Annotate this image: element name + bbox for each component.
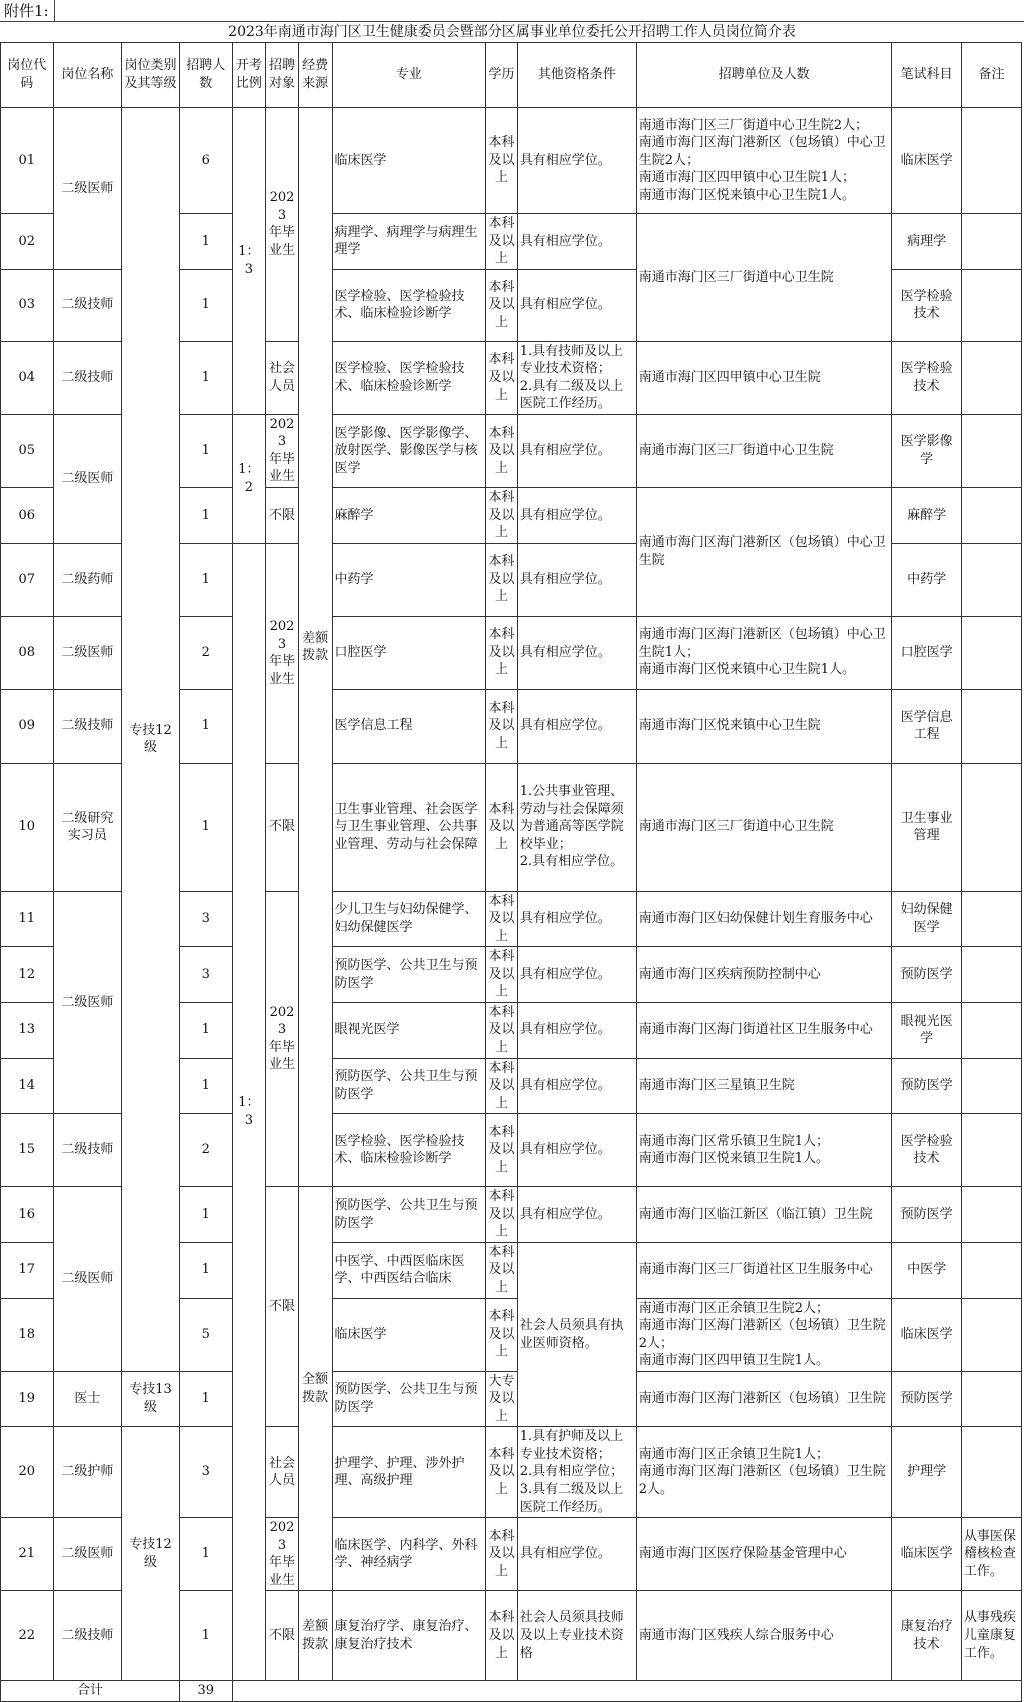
- table-row: [1, 1371, 1022, 1427]
- cell-name: 二级医师: [53, 414, 121, 543]
- cell-education: 本科 及以 上: [486, 1002, 518, 1058]
- cell-target: 不限: [266, 1591, 299, 1681]
- cell-exam: 中医学: [892, 1242, 961, 1298]
- header-count: 招聘人数: [179, 43, 232, 108]
- header-code: 岗位代码: [1, 43, 54, 108]
- cell-unit: 南通市海门区海门港新区（包场镇）中心卫生院: [636, 488, 892, 617]
- cell-count: 1: [179, 689, 232, 763]
- cell-code: 03: [1, 269, 54, 341]
- cell-unit: 南通市海门区三厂街道中心卫生院: [636, 414, 892, 487]
- cell-exam: 医学检验 技术: [892, 341, 961, 414]
- cell-code: 02: [1, 214, 54, 270]
- cell-code: 08: [1, 616, 54, 689]
- cell-exam: 口腔医学: [892, 616, 961, 689]
- cell-ratio: 1：3: [232, 543, 266, 1681]
- cell-unit: 南通市海门区三厂街道中心卫生院: [636, 763, 892, 891]
- cell-note: [961, 1298, 1021, 1371]
- cell-education: 本科 及以 上: [486, 689, 518, 763]
- cell-exam: 临床医学: [892, 1298, 961, 1371]
- cell-major: 医学检验、医学检验技术、临床检验诊断学: [332, 1114, 486, 1187]
- cell-exam: 预防医学: [892, 947, 961, 1003]
- cell-count: 1: [179, 543, 232, 616]
- cell-education: 本科 及以 上: [486, 763, 518, 891]
- header-funding: 经费来源: [298, 43, 332, 108]
- position-table: [0, 42, 1022, 1702]
- cell-note: [961, 341, 1021, 414]
- cell-education: 本科 及以 上: [486, 214, 518, 270]
- cell-other: 具有相应学位。: [517, 414, 636, 487]
- cell-count: 5: [179, 1298, 232, 1371]
- cell-code: 07: [1, 543, 54, 616]
- cell-unit: 南通市海门区海门港新区（包场镇）卫生院: [636, 1371, 892, 1427]
- cell-exam: 卫生事业 管理: [892, 763, 961, 891]
- cell-major: 卫生事业管理、社会医学与卫生事业管理、公共事业管理、劳动与社会保障: [332, 763, 486, 891]
- cell-education: 本科 及以 上: [486, 269, 518, 341]
- cell-note: [961, 269, 1021, 341]
- cell-education: 本科 及以 上: [486, 1591, 518, 1681]
- cell-other: 1.公共事业管理、劳动与社会保障须为普通高等医学院校毕业； 2.具有相应学位。: [517, 763, 636, 891]
- cell-name: 二级医师: [53, 1518, 121, 1591]
- cell-code: 12: [1, 947, 54, 1003]
- total-label: 合计: [1, 1681, 180, 1702]
- cell-note: [961, 214, 1021, 270]
- cell-other: 1.具有护师及以上专业技术资格； 2.具有相应学位； 3.具有二级及以上医院工作经历。: [517, 1427, 636, 1518]
- cell-count: 1: [179, 1187, 232, 1243]
- cell-code: 15: [1, 1114, 54, 1187]
- cell-target: 2023 年毕 业生: [266, 414, 299, 487]
- cell-count: 1: [179, 341, 232, 414]
- cell-count: 1: [179, 269, 232, 341]
- cell-major: 临床医学、内科学、外科学、神经病学: [332, 1518, 486, 1591]
- cell-unit: 南通市海门区正余镇卫生院1人； 南通市海门区海门港新区（包场镇）卫生院2人。: [636, 1427, 892, 1518]
- cell-note: [961, 1187, 1021, 1243]
- cell-count: 3: [179, 947, 232, 1003]
- cell-unit: 南通市海门区海门港新区（包场镇）中心卫生院1人； 南通市海门区悦来镇中心卫生院1人。: [636, 616, 892, 689]
- cell-exam: 预防医学: [892, 1187, 961, 1243]
- cell-education: 本科 及以 上: [486, 341, 518, 414]
- header-exam: 笔试科目: [892, 43, 961, 108]
- cell-code: 13: [1, 1002, 54, 1058]
- cell-exam: 医学影像 学: [892, 414, 961, 487]
- cell-name: 二级护师: [53, 1427, 121, 1518]
- cell-unit: 南通市海门区临江新区（临江镇）卫生院: [636, 1187, 892, 1243]
- cell-major: 预防医学、公共卫生与预防医学: [332, 1371, 486, 1427]
- cell-note: [961, 947, 1021, 1003]
- cell-major: 中药学: [332, 543, 486, 616]
- cell-target: 社会 人员: [266, 1427, 299, 1518]
- cell-name: 二级医师: [53, 108, 121, 270]
- cell-major: 预防医学、公共卫生与预防医学: [332, 1187, 486, 1243]
- cell-education: 本科 及以 上: [486, 947, 518, 1003]
- cell-note: [961, 616, 1021, 689]
- cell-grade: 专技12 级: [122, 108, 180, 1372]
- cell-other: 社会人员须具技师及以上专业技术资格: [517, 1591, 636, 1681]
- cell-count: 1: [179, 1591, 232, 1681]
- cell-unit: 南通市海门区妇幼保健计划生育服务中心: [636, 891, 892, 947]
- cell-education: 本科 及以 上: [486, 1518, 518, 1591]
- cell-other: 具有相应学位。: [517, 891, 636, 947]
- cell-note: 从事残疾儿童康复工作。: [961, 1591, 1021, 1681]
- cell-unit: 南通市海门区常乐镇卫生院1人； 南通市海门区悦来镇卫生院1人。: [636, 1114, 892, 1187]
- cell-code: 16: [1, 1187, 54, 1243]
- header-unit: 招聘单位及人数: [636, 43, 892, 108]
- cell-exam: 护理学: [892, 1427, 961, 1518]
- cell-exam: 病理学: [892, 214, 961, 270]
- cell-exam: 临床医学: [892, 108, 961, 214]
- cell-education: 大专 及以 上: [486, 1371, 518, 1427]
- cell-education: 本科 及以 上: [486, 1187, 518, 1243]
- cell-unit: 南通市海门区三厂街道中心卫生院: [636, 214, 892, 342]
- cell-target: 2023 年毕 业生: [266, 108, 299, 342]
- cell-code: 20: [1, 1427, 54, 1518]
- cell-education: 本科 及以 上: [486, 1114, 518, 1187]
- cell-other: 具有相应学位。: [517, 1114, 636, 1187]
- cell-code: 19: [1, 1371, 54, 1427]
- cell-count: 6: [179, 108, 232, 214]
- cell-code: 04: [1, 341, 54, 414]
- cell-exam: 眼视光医 学: [892, 1002, 961, 1058]
- total-blank: [232, 1681, 1021, 1702]
- cell-funding: 全额 拨款: [298, 1187, 332, 1591]
- cell-count: 1: [179, 1058, 232, 1114]
- cell-exam: 中药学: [892, 543, 961, 616]
- cell-major: 医学信息工程: [332, 689, 486, 763]
- cell-name: 二级医师: [53, 1187, 121, 1371]
- cell-other: 1.具有技师及以上专业技术资格； 2.具有二级及以上医院工作经历。: [517, 341, 636, 414]
- table-row: [1, 108, 1022, 214]
- cell-exam: 麻醉学: [892, 488, 961, 544]
- total-count: 39: [179, 1681, 232, 1702]
- header-target: 招聘对象: [266, 43, 299, 108]
- cell-name: 二级研究 实习员: [53, 763, 121, 891]
- cell-major: 医学检验、医学检验技术、临床检验诊断学: [332, 269, 486, 341]
- cell-other: 具有相应学位。: [517, 108, 636, 214]
- cell-count: 1: [179, 1518, 232, 1591]
- cell-major: 预防医学、公共卫生与预防医学: [332, 947, 486, 1003]
- cell-note: [961, 1242, 1021, 1298]
- cell-unit: 南通市海门区医疗保险基金管理中心: [636, 1518, 892, 1591]
- cell-grade: 专技12 级: [122, 1427, 180, 1681]
- cell-education: 本科 及以 上: [486, 414, 518, 487]
- table-row: [1, 1427, 1022, 1518]
- cell-other: 具有相应学位。: [517, 1058, 636, 1114]
- cell-exam: 预防医学: [892, 1371, 961, 1427]
- cell-other: 具有相应学位。: [517, 269, 636, 341]
- cell-count: 2: [179, 616, 232, 689]
- header-ratio: 开考比例: [232, 43, 266, 108]
- cell-other: 具有相应学位。: [517, 947, 636, 1003]
- cell-ratio: 1：2: [232, 414, 266, 543]
- cell-education: 本科 及以 上: [486, 1298, 518, 1371]
- cell-exam: 医学信息 工程: [892, 689, 961, 763]
- cell-grade: 专技13 级: [122, 1371, 180, 1427]
- cell-exam: 康复治疗 技术: [892, 1591, 961, 1681]
- cell-major: 医学检验、医学检验技术、临床检验诊断学: [332, 341, 486, 414]
- cell-note: 从事医保稽核检查工作。: [961, 1518, 1021, 1591]
- total-row: [1, 1681, 1022, 1702]
- cell-unit: 南通市海门区残疾人综合服务中心: [636, 1591, 892, 1681]
- cell-unit: 南通市海门区四甲镇中心卫生院: [636, 341, 892, 414]
- page-title: 2023年南通市海门区卫生健康委员会暨部分区属事业单位委托公开招聘工作人员岗位简介表: [228, 24, 796, 40]
- cell-note: [961, 108, 1021, 214]
- cell-education: 本科 及以 上: [486, 1427, 518, 1518]
- cell-code: 11: [1, 891, 54, 947]
- attachment-label: 附件1:: [4, 2, 49, 20]
- cell-note: [961, 1114, 1021, 1187]
- cell-name: 二级药师: [53, 543, 121, 616]
- cell-unit: 南通市海门区三星镇卫生院: [636, 1058, 892, 1114]
- cell-ratio: 1：3: [232, 108, 266, 415]
- cell-name: 医士: [53, 1371, 121, 1427]
- cell-major: 眼视光医学: [332, 1002, 486, 1058]
- cell-exam: 妇幼保健 医学: [892, 891, 961, 947]
- cell-code: 14: [1, 1058, 54, 1114]
- cell-note: [961, 1002, 1021, 1058]
- cell-major: 口腔医学: [332, 616, 486, 689]
- cell-code: 18: [1, 1298, 54, 1371]
- cell-count: 2: [179, 1114, 232, 1187]
- cell-unit: 南通市海门区三厂街道中心卫生院2人； 南通市海门区海门港新区（包场镇）中心卫生院2人； 南通市海门区四甲镇中心卫生院1人； 南通市海门区悦来镇中心卫生院1人。: [636, 108, 892, 214]
- cell-education: 本科 及以 上: [486, 891, 518, 947]
- cell-other: 具有相应学位。: [517, 689, 636, 763]
- header-row: [1, 43, 1022, 108]
- cell-count: 1: [179, 488, 232, 544]
- cell-major: 预防医学、公共卫生与预防医学: [332, 1058, 486, 1114]
- cell-note: [961, 689, 1021, 763]
- cell-major: 临床医学: [332, 108, 486, 214]
- cell-education: 本科 及以 上: [486, 616, 518, 689]
- cell-code: 01: [1, 108, 54, 214]
- cell-name: 二级技师: [53, 1114, 121, 1187]
- header-note: 备注: [961, 43, 1021, 108]
- cell-code: 05: [1, 414, 54, 487]
- cell-count: 1: [179, 414, 232, 487]
- header-education: 学历: [486, 43, 518, 108]
- cell-count: 1: [179, 214, 232, 270]
- cell-funding: 差额 拨款: [298, 1591, 332, 1681]
- cell-exam: 预防医学: [892, 1058, 961, 1114]
- cell-note: [961, 543, 1021, 616]
- cell-count: 1: [179, 763, 232, 891]
- cell-name: 二级技师: [53, 1591, 121, 1681]
- cell-note: [961, 763, 1021, 891]
- cell-note: [961, 488, 1021, 544]
- cell-major: 康复治疗学、康复治疗、康复治疗技术: [332, 1591, 486, 1681]
- cell-target: 2023 年毕 业生: [266, 891, 299, 1187]
- cell-unit: 南通市海门区疾病预防控制中心: [636, 947, 892, 1003]
- cell-note: [961, 414, 1021, 487]
- cell-exam: 临床医学: [892, 1518, 961, 1591]
- attachment-label-bar: [0, 0, 1024, 22]
- header-category: 岗位类别及其等级: [122, 43, 180, 108]
- cell-name: 二级医师: [53, 891, 121, 1114]
- cell-other: 具有相应学位。: [517, 543, 636, 616]
- cell-count: 3: [179, 891, 232, 947]
- header-other: 其他资格条件: [517, 43, 636, 108]
- cell-count: 1: [179, 1002, 232, 1058]
- cell-other: 具有相应学位。: [517, 1187, 636, 1243]
- cell-note: [961, 891, 1021, 947]
- cell-major: 中医学、中西医临床医学、中西医结合临床: [332, 1242, 486, 1298]
- cell-name: 二级技师: [53, 341, 121, 414]
- cell-code: 10: [1, 763, 54, 891]
- cell-funding: 差额 拨款: [298, 108, 332, 1187]
- cell-target: 不限: [266, 763, 299, 891]
- cell-unit: 南通市海门区海门街道社区卫生服务中心: [636, 1002, 892, 1058]
- cell-note: [961, 1058, 1021, 1114]
- cell-unit: 南通市海门区正余镇卫生院2人； 南通市海门区海门港新区（包场镇）卫生院2人； 南通市海门区四甲镇卫生院1人。: [636, 1298, 892, 1371]
- cell-code: 17: [1, 1242, 54, 1298]
- cell-exam: 医学检验 技术: [892, 1114, 961, 1187]
- cell-target: 2023 年毕 业生: [266, 543, 299, 763]
- cell-name: 二级技师: [53, 269, 121, 341]
- cell-education: 本科 及以 上: [486, 543, 518, 616]
- cell-exam: 医学检验 技术: [892, 269, 961, 341]
- cell-unit: 南通市海门区三厂街道社区卫生服务中心: [636, 1242, 892, 1298]
- cell-education: 本科 及以 上: [486, 108, 518, 214]
- cell-other: 具有相应学位。: [517, 214, 636, 270]
- cell-note: [961, 1371, 1021, 1427]
- cell-name: 二级医师: [53, 616, 121, 689]
- cell-count: 3: [179, 1427, 232, 1518]
- cell-other: 具有相应学位。: [517, 488, 636, 544]
- cell-target: 社会 人员: [266, 341, 299, 414]
- header-major: 专业: [332, 43, 486, 108]
- cell-code: 06: [1, 488, 54, 544]
- cell-code: 22: [1, 1591, 54, 1681]
- cell-education: 本科 及以 上: [486, 1242, 518, 1298]
- cell-other: 具有相应学位。: [517, 1002, 636, 1058]
- cell-major: 病理学、病理学与病理生理学: [332, 214, 486, 270]
- cell-count: 1: [179, 1371, 232, 1427]
- cell-education: 本科 及以 上: [486, 488, 518, 544]
- cell-other: 社会人员须具有执业医师资格。: [517, 1242, 636, 1426]
- cell-education: 本科 及以 上: [486, 1058, 518, 1114]
- cell-major: 护理学、护理、涉外护理、高级护理: [332, 1427, 486, 1518]
- cell-major: 少儿卫生与妇幼保健学、妇幼保健医学: [332, 891, 486, 947]
- cell-unit: 南通市海门区悦来镇中心卫生院: [636, 689, 892, 763]
- cell-count: 1: [179, 1242, 232, 1298]
- cell-major: 麻醉学: [332, 488, 486, 544]
- cell-major: 医学影像、医学影像学、放射医学、影像医学与核医学: [332, 414, 486, 487]
- cell-note: [961, 1427, 1021, 1518]
- cell-other: 具有相应学位。: [517, 1518, 636, 1591]
- cell-target: 2023 年毕 业生: [266, 1518, 299, 1591]
- header-name: 岗位名称: [53, 43, 121, 108]
- cell-code: 09: [1, 689, 54, 763]
- cell-target: 不限: [266, 488, 299, 544]
- cell-other: 具有相应学位。: [517, 616, 636, 689]
- cell-name: 二级技师: [53, 689, 121, 763]
- cell-code: 21: [1, 1518, 54, 1591]
- cell-target: 不限: [266, 1187, 299, 1427]
- cell-major: 临床医学: [332, 1298, 486, 1371]
